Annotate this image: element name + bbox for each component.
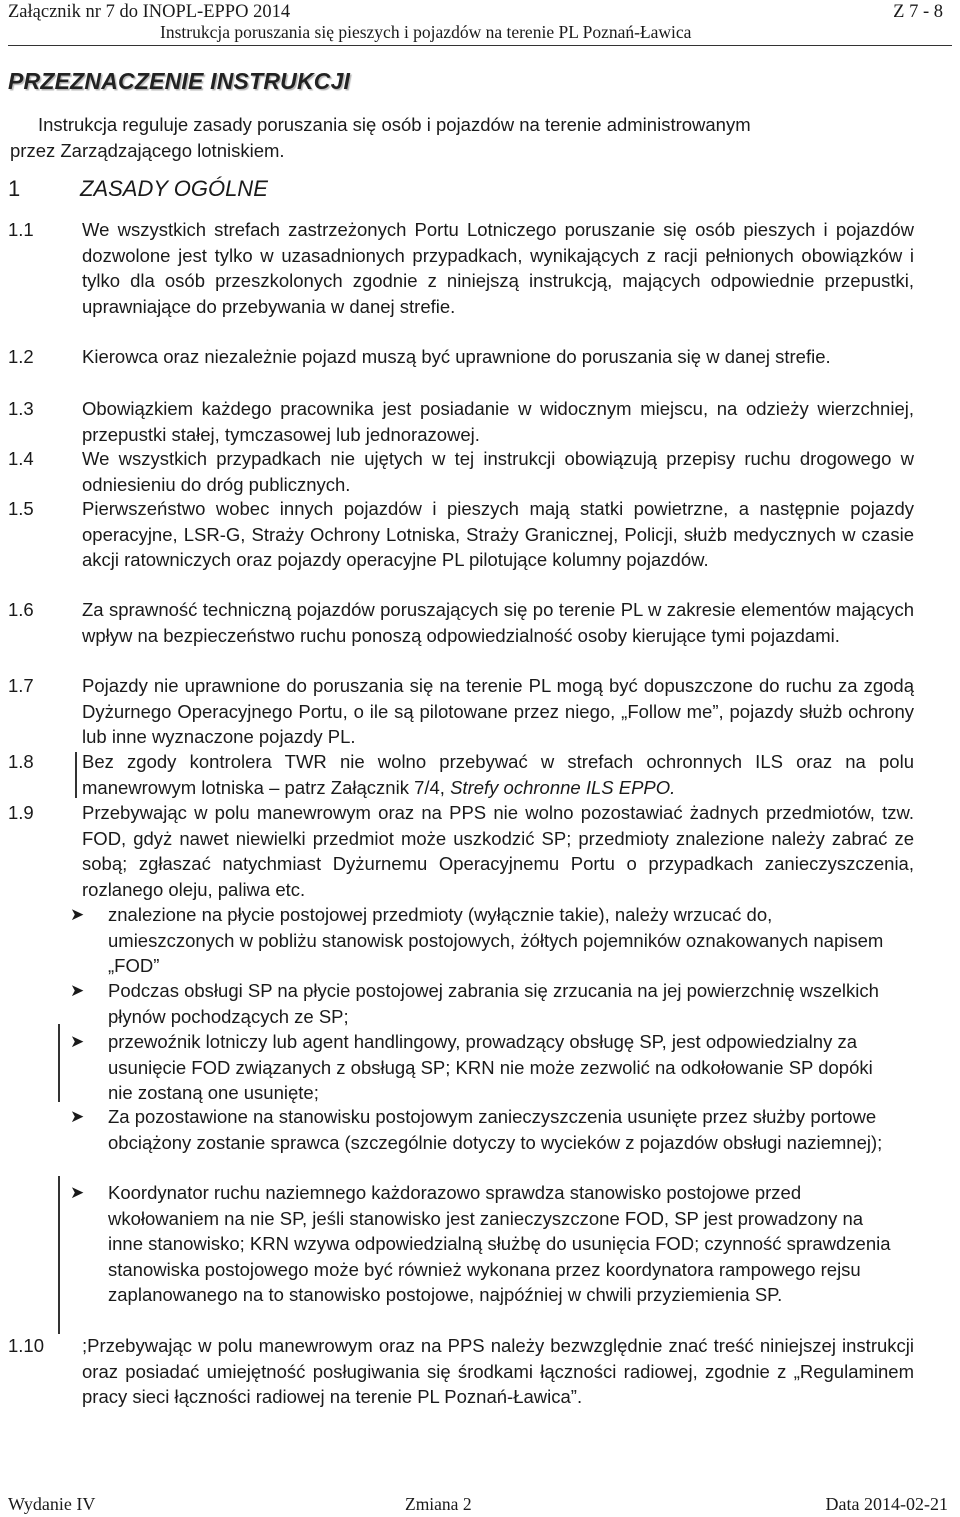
- chapter-heading: [8, 176, 268, 202]
- item-text: Pierwszeństwo wobec innych pojazdów i pieszych mają statki powietrzne, a następnie pojazdy operacyjne, LSR-G, Straży Ochrony Lotniska, Straży Granicznej, Policji, służb medycznych w czasie akcji ratowniczych oraz pojazdy operacyjne PL pilotujące kolumny pojazdów.: [82, 498, 914, 570]
- header-page-number: Z 7 - 8: [893, 2, 943, 22]
- item-text: Przebywając w polu manewrowym oraz na PPS nie wolno pozostawiać żadnych przedmiotów, tzw. FOD, gdyż nawet niewielki przedmiot może uszkodzić SP; przedmioty znalezione należy zabrać ze sobą; zgłaszać natychmiast Dyżurnemu Operacyjnemu Portu o przypadkach zanieczyszczenia, rozlanego oleju, paliwa etc.: [82, 802, 914, 900]
- bullet-text: Podczas obsługi SP na płycie postojowej zabrania się zrzucania na jej powierzchnię wszelkich płynów pochodzących ze SP;: [108, 980, 879, 1027]
- item-number: 1.3: [8, 398, 34, 419]
- item-text: Bez zgody kontrolera TWR nie wolno przebywać w strefach ochronnych ILS oraz na polu manewrowym lotniska – patrz Załącznik 7/4, Strefy ochronne ILS EPPO.: [82, 751, 914, 798]
- item-number: 1.5: [8, 498, 34, 519]
- intro-line-1: Instrukcja reguluje zasady poruszania się osób i pojazdów na terenie administrowanym: [38, 114, 751, 135]
- header-subtitle: Instrukcja poruszania się pieszych i pojazdów na terenie PL Poznań-Ławica: [160, 22, 692, 42]
- bullet-item: [70, 1104, 900, 1155]
- intro-line-2: przez Zarządzającego lotniskiem.: [10, 139, 285, 161]
- list-item: [8, 1333, 914, 1410]
- bullet-text: Za pozostawione na stanowisku postojowym zanieczyszczenia usunięte przez służby portowe obciążony zostanie sprawca (szczególnie dotyczy to wycieków z pojazdów obsługi naziemnej);: [108, 1106, 883, 1153]
- section-title: PRZEZNACZENIE INSTRUKCJI: [8, 68, 351, 94]
- arrow-bullet-icon: ➤: [70, 1107, 85, 1126]
- arrow-bullet-icon: ➤: [70, 1183, 85, 1202]
- item-text: ;Przebywając w polu manewrowym oraz na PPS należy bezwzględnie znać treść niniejszej instrukcji oraz posiadać umiejętność posługiwania się środkami łączności radiowej, zgodnie z „Regulaminem pracy sieci łączności radiowej na terenie PL Poznań-Ławica”.: [82, 1335, 914, 1407]
- intro-paragraph: [10, 112, 915, 163]
- item-number: 1.8: [8, 751, 34, 772]
- change-bar: [58, 1024, 60, 1102]
- list-item: [8, 344, 914, 370]
- list-item: [8, 749, 914, 800]
- item-number: 1.1: [8, 219, 34, 240]
- bullet-text: Koordynator ruchu naziemnego każdorazowo sprawdza stanowisko postojowe przed wkołowaniem na nie SP, jeśli stanowisko jest zanieczyszczone FOD, SP jest prowadzony na inne stanowisko; KRN wzywa odpowiedzialną służbę do usunięcia FOD; czynność sprawdzenia stanowiska postojowego może być również wykonana przez koordynatora rampowego rejsu zaplanowanego na to stanowisko postojowe, najpóźniej w chwili przyziemienia SP.: [108, 1182, 891, 1305]
- bullet-text: znalezione na płycie postojowej przedmioty (wyłącznie takie), należy wrzucać do, umieszczonych w pobliżu stanowisk postojowych, żółtych pojemników oznakowanych napisem „FOD”: [108, 904, 884, 976]
- list-item: [8, 673, 914, 750]
- item-number: 1.7: [8, 675, 34, 696]
- item-text: Pojazdy nie uprawnione do poruszania się na terenie PL mogą być dopuszczone do ruchu za zgodą Dyżurnego Operacyjnego Portu, o ile są pilotowane przez niego, „Follow me”, pojazdy służb ochrony lub inne wyznaczone pojazdy PL.: [82, 675, 914, 747]
- list-item: [8, 597, 914, 648]
- footer-edition: Wydanie IV: [8, 1494, 96, 1514]
- list-item: [8, 496, 914, 573]
- item-text: Obowiązkiem każdego pracownika jest posiadanie w widocznym miejscu, na odzieży wierzchniej, przepustki stałej, tymczasowej lub jednorazowej.: [82, 398, 914, 445]
- list-item: [8, 396, 914, 447]
- item-number: 1.2: [8, 346, 34, 367]
- item-text: Kierowca oraz niezależnie pojazd muszą być uprawnione do poruszania się w danej strefie.: [82, 346, 831, 367]
- footer-revision: Zmiana 2: [405, 1494, 472, 1514]
- item-text: Za sprawność techniczną pojazdów poruszających się po terenie PL w zakresie elementów mających wpływ na bezpieczeństwo ruchu ponoszą odpowiedzialność osoby kierujące tymi pojazdami.: [82, 599, 914, 646]
- item-number: 1.10: [8, 1335, 45, 1356]
- item-number: 1.4: [8, 448, 34, 469]
- item-text: We wszystkich przypadkach nie ujętych w tej instrukcji obowiązują przepisy ruchu drogowego w odniesieniu do dróg publicznych.: [82, 448, 914, 495]
- arrow-bullet-icon: ➤: [70, 981, 85, 1000]
- item-number: 1.6: [8, 599, 34, 620]
- item-number: 1.9: [8, 802, 34, 823]
- change-bar: [75, 752, 77, 798]
- header-divider: [8, 45, 952, 46]
- list-item: [8, 800, 914, 902]
- bullet-item: [70, 978, 900, 1029]
- bullet-item: [70, 902, 900, 979]
- change-bar: [58, 1176, 60, 1334]
- arrow-bullet-icon: ➤: [70, 905, 85, 924]
- arrow-bullet-icon: ➤: [70, 1032, 85, 1051]
- header-annex-label: Załącznik nr 7 do INOPL-EPPO 2014: [8, 2, 291, 22]
- chapter-number: 1: [8, 176, 21, 201]
- item-italic-reference: Strefy ochronne ILS EPPO.: [450, 776, 676, 798]
- bullet-item: [70, 1180, 900, 1308]
- bullet-text: przewoźnik lotniczy lub agent handlingowy, prowadzący obsługę SP, jest odpowiedzialny za usunięcie FOD związanych z obsługą SP; KRN nie może zezwolić na odkołowanie SP dopóki nie zostaną one usunięte;: [108, 1031, 873, 1103]
- footer-date: Data 2014-02-21: [825, 1494, 948, 1514]
- item-text: We wszystkich strefach zastrzeżonych Portu Lotniczego poruszanie się osób pieszych i pojazdów dozwolone jest tylko w uzasadnionych przypadkach, wynikających z racji pełnionych obowiązków i tylko dla osób przeszkolonych zgodnie z niniejszą instrukcją, mających odpowiednie przepustki, uprawniające do przebywania w danej strefie.: [82, 219, 914, 317]
- list-item: [8, 217, 914, 319]
- bullet-item: [70, 1029, 900, 1106]
- list-item: [8, 446, 914, 497]
- chapter-title: ZASADY OGÓLNE: [80, 176, 268, 201]
